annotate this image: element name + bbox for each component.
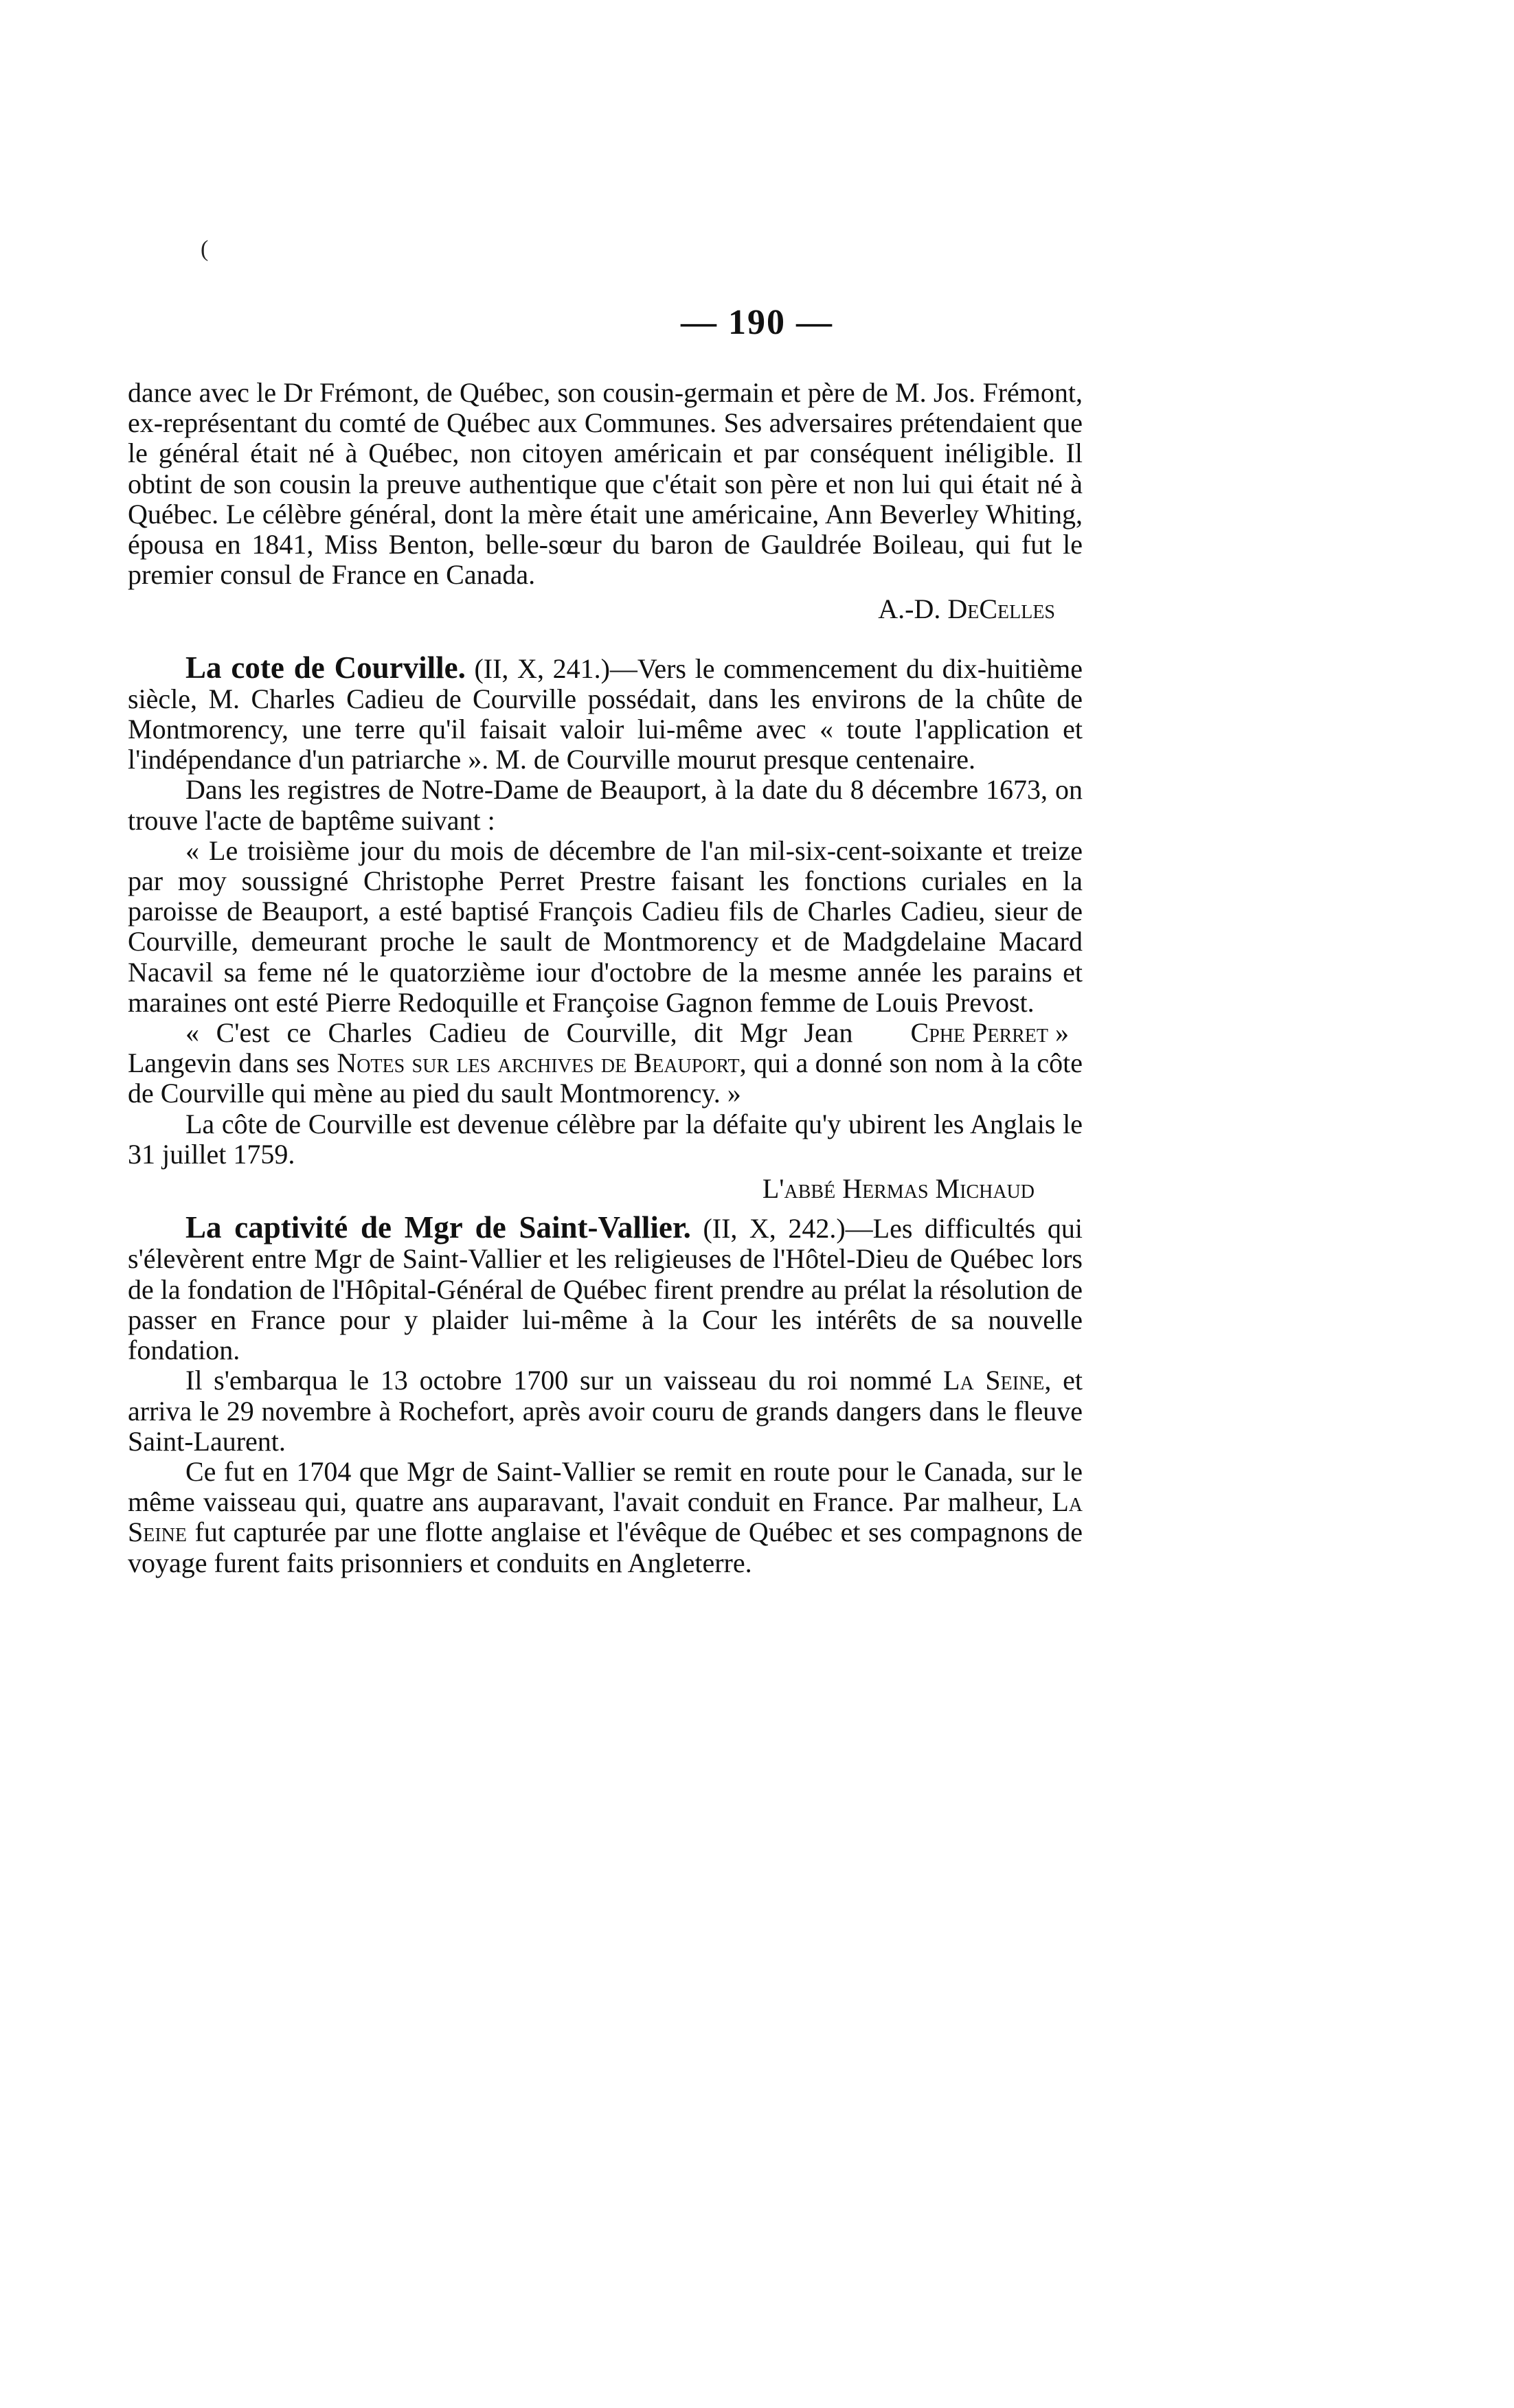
entry-ref-saint-vallier: (II, X, 242.)—: [690, 1213, 873, 1245]
baptism-record-quote: « Le troisième jour du mois de décembre de l'an mil-six-cent-soixante et treize par moy soussigné Christophe Perret Prestre faisant les fonctions curiales en la paroisse de Beauport, a esté baptisé François Cadieu fils de Charles Cadieu, sieur de Courville, demeurant proche le sault de Montmorency et de Madgdelaine Macard Nacavil sa feme né le quatorzième iour d'octobre de la mesme année les parains et maraines ont esté Pierre Redoquille et Françoise Gagnon femme de Louis Prevost. Cphe Perret »: [128, 834, 1083, 1049]
entry-title-courville: La cote de Courville.: [185, 650, 466, 685]
page-body: [128, 378, 1083, 1578]
entry-courville-paragraph: La cote de Courville. (II, X, 241.)—Vers le commencement du dix-huitième siècle, M. Charles Cadieu de Courville possédait, dans les environs de la chûte de Montmorency, une terre qu'il faisait valoir lui-même avec « toute l'application et l'indépendance d'un patriarche ». M. de Courville mourut presque centenaire.: [128, 650, 1083, 775]
entry-saint-vallier-paragraph-3: Ce fut en 1704 que Mgr de Saint-Vallier se remit en route pour le Canada, sur le même vaisseau qui, quatre ans auparavant, l'avait conduit en France. Par malheur, La Seine fut capturée par une flotte anglaise et l'évêque de Québec et ses compagnons de voyage furent faits prisonniers et conduits en Angleterre.: [128, 1455, 1083, 1578]
entry-saint-vallier-paragraph-2: Il s'embarqua le 13 octobre 1700 sur un vaisseau du roi nommé La Seine, et arriva le 29 novembre à Rochefort, après avoir couru de grands dangers dans le fleuve Saint-Laurent.: [128, 1365, 1083, 1457]
stray-mark: (: [201, 236, 209, 262]
quote-signature-perret: Cphe Perret »: [910, 1017, 1069, 1049]
entry-courville-paragraph-5: La côte de Courville est devenue célèbre par la défaite qu'y ubirent les Anglais le 31 juillet 1759.: [128, 1108, 1083, 1170]
signature-michaud: L'abbé Hermas Michaud: [762, 1173, 1035, 1205]
entry-title-saint-vallier: La captivité de Mgr de Saint-Vallier.: [185, 1210, 691, 1245]
entry-ref-courville: (II, X, 241.)—: [465, 652, 637, 684]
langevin-quote: « C'est ce Charles Cadieu de Courville, dit Mgr Jean Langevin dans ses Notes sur les archives de Beauport, qui a donné son nom à la côte de Courville qui mène au pied du sault Montmorency. »: [128, 1017, 1083, 1109]
page-number: — 190 —: [681, 303, 833, 342]
entry-saint-vallier-paragraph: La captivité de Mgr de Saint-Vallier. (II, X, 242.)—Les difficultés qui s'élevèrent entre Mgr de Saint-Vallier et les religieuses de l'Hôtel-Dieu de Québec lors de la fondation de l'Hôpital-Général de Québec firent prendre au prélat la résolution de passer en France pour y plaider lui-même à la Cour les intérêts de sa nouvelle fondation.: [128, 1210, 1083, 1366]
paragraph-continued: dance avec le Dr Frémont, de Québec, son cousin-germain et père de M. Jos. Frémont, ex-représentant du comté de Québec aux Communes. Ses adversaires prétendaient que le général était né à Québec, non citoyen américain et par conséquent inéligible. Il obtint de son cousin la preuve authentique que c'était son père et non lui qui était né à Québec. Le célèbre général, dont la mère était une américaine, Ann Beverley Whiting, épousa en 1841, Miss Benton, belle-sœur du baron de Gauldrée Boileau, qui fut le premier consul de France en Canada.: [128, 377, 1083, 591]
signature-decelles: A.-D. DeCelles: [878, 593, 1055, 625]
entry-courville-paragraph-2: Dans les registres de Notre-Dame de Beauport, à la date du 8 décembre 1673, on trouve l'acte de baptême suivant :: [128, 774, 1083, 836]
